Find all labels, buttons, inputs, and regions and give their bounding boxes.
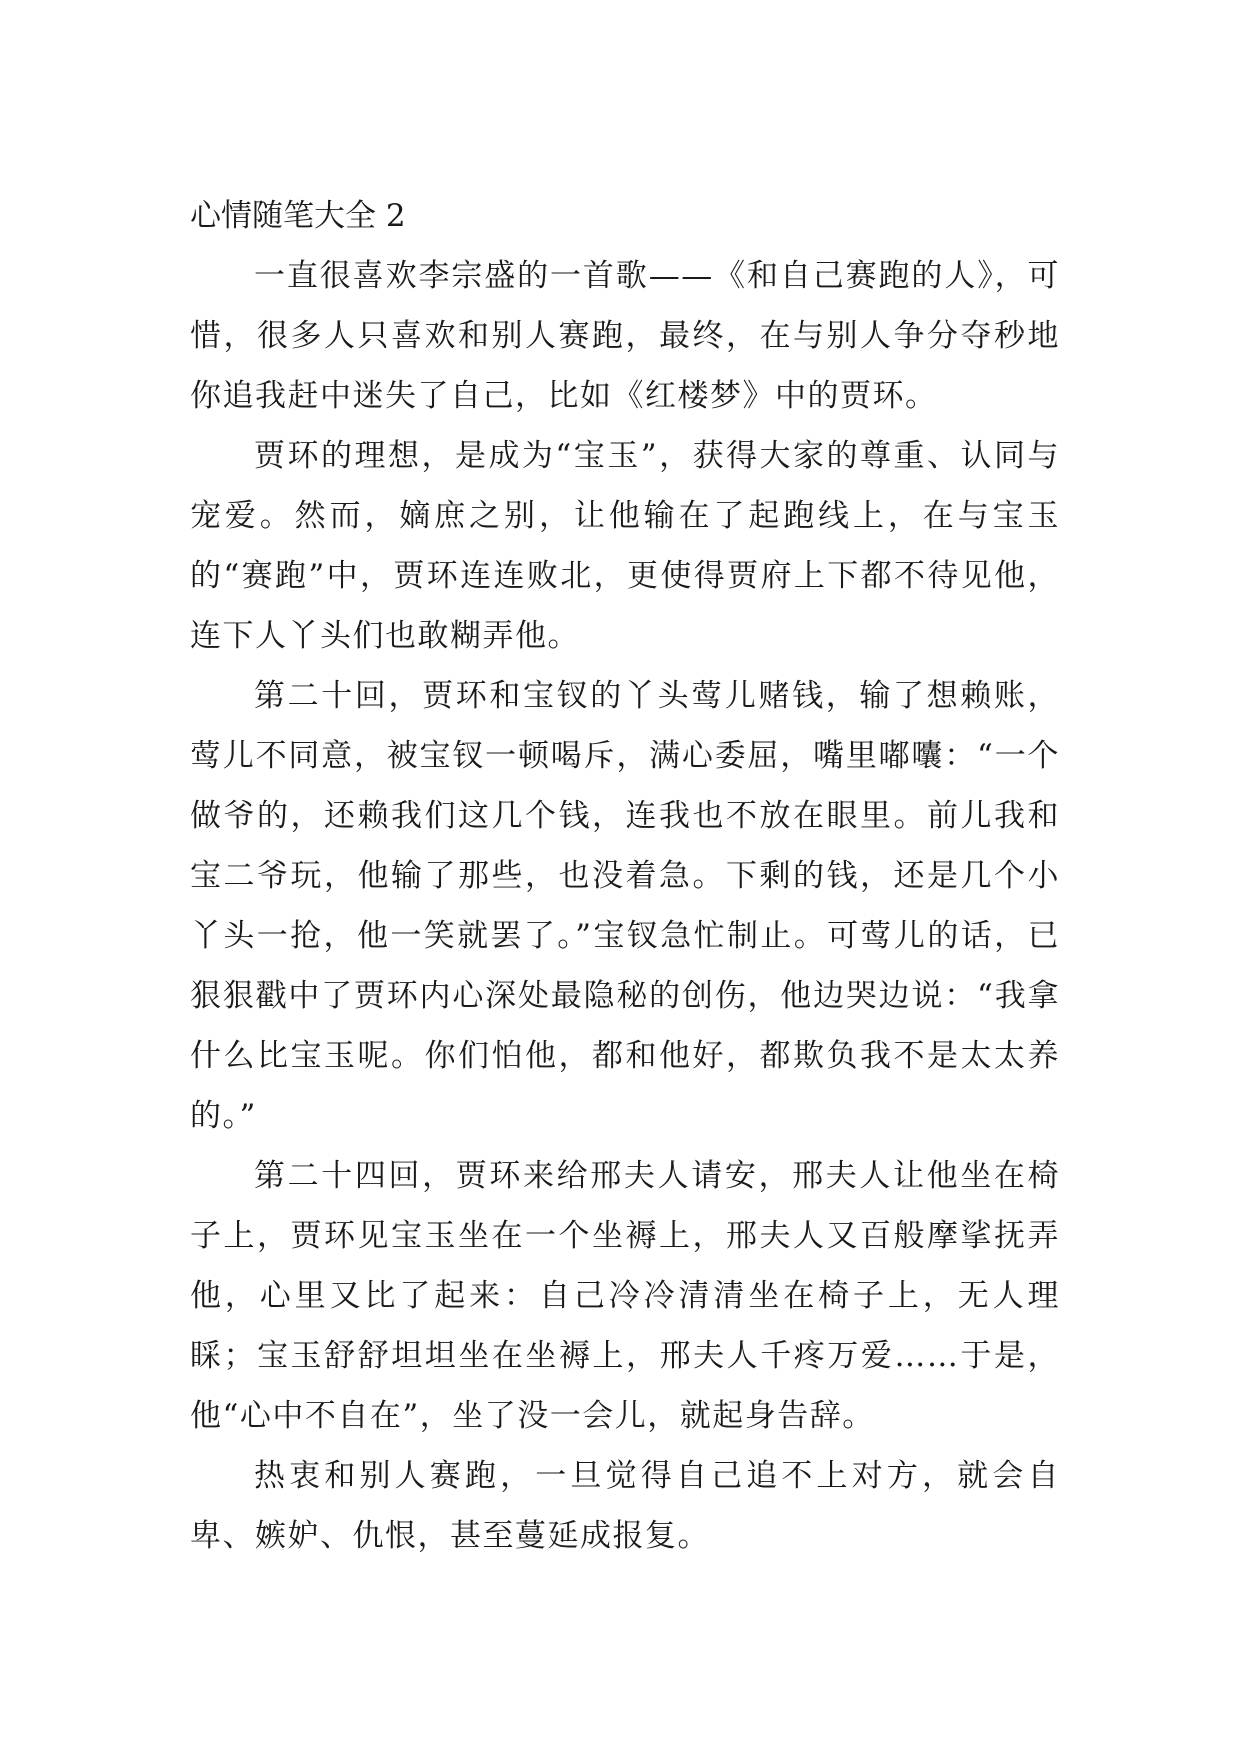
document-title: 心情随笔大全 2 xyxy=(190,198,406,234)
paragraph-1: 一直很喜欢李宗盛的一首歌——《和自己赛跑的人》，可惜，很多人只喜欢和别人赛跑，最终，在与别人争分夺秒地你追我赶中迷失了自己，比如《红楼梦》中的贾环。 xyxy=(190,258,1060,414)
paragraph-5: 热衷和别人赛跑，一旦觉得自己追不上对方，就会自卑、嫉妒、仇恨，甚至蔓延成报复。 xyxy=(190,1458,1060,1554)
paragraph-3: 第二十回，贾环和宝钗的丫头莺儿赌钱，输了想赖账，莺儿不同意，被宝钗一顿喝斥，满心委屈，嘴里嘟囔：“一个做爷的，还赖我们这几个钱，连我也不放在眼里。前儿我和宝二爷玩，他输了那些，也没着急。下剩的钱，还是几个小丫头一抢，他一笑就罢了。”宝钗急忙制止。可莺儿的话，已狠狠戳中了贾环内心深处最隐秘的创伤，他边哭边说：“我拿什么比宝玉呢。你们怕他，都和他好，都欺负我不是太太养的。” xyxy=(190,678,1060,1134)
paragraph-2: 贾环的理想，是成为“宝玉”，获得大家的尊重、认同与宠爱。然而，嫡庶之别，让他输在了起跑线上，在与宝玉的“赛跑”中，贾环连连败北，更使得贾府上下都不待见他，连下人丫头们也敢糊弄他。 xyxy=(190,438,1060,654)
paragraph-4: 第二十四回，贾环来给邢夫人请安，邢夫人让他坐在椅子上，贾环见宝玉坐在一个坐褥上，邢夫人又百般摩挲抚弄他，心里又比了起来：自己冷冷清清坐在椅子上，无人理睬；宝玉舒舒坦坦坐在坐褥上，邢夫人千疼万爱……于是，他“心中不自在”，坐了没一会儿，就起身告辞。 xyxy=(190,1158,1060,1434)
document-body xyxy=(190,186,1060,1566)
